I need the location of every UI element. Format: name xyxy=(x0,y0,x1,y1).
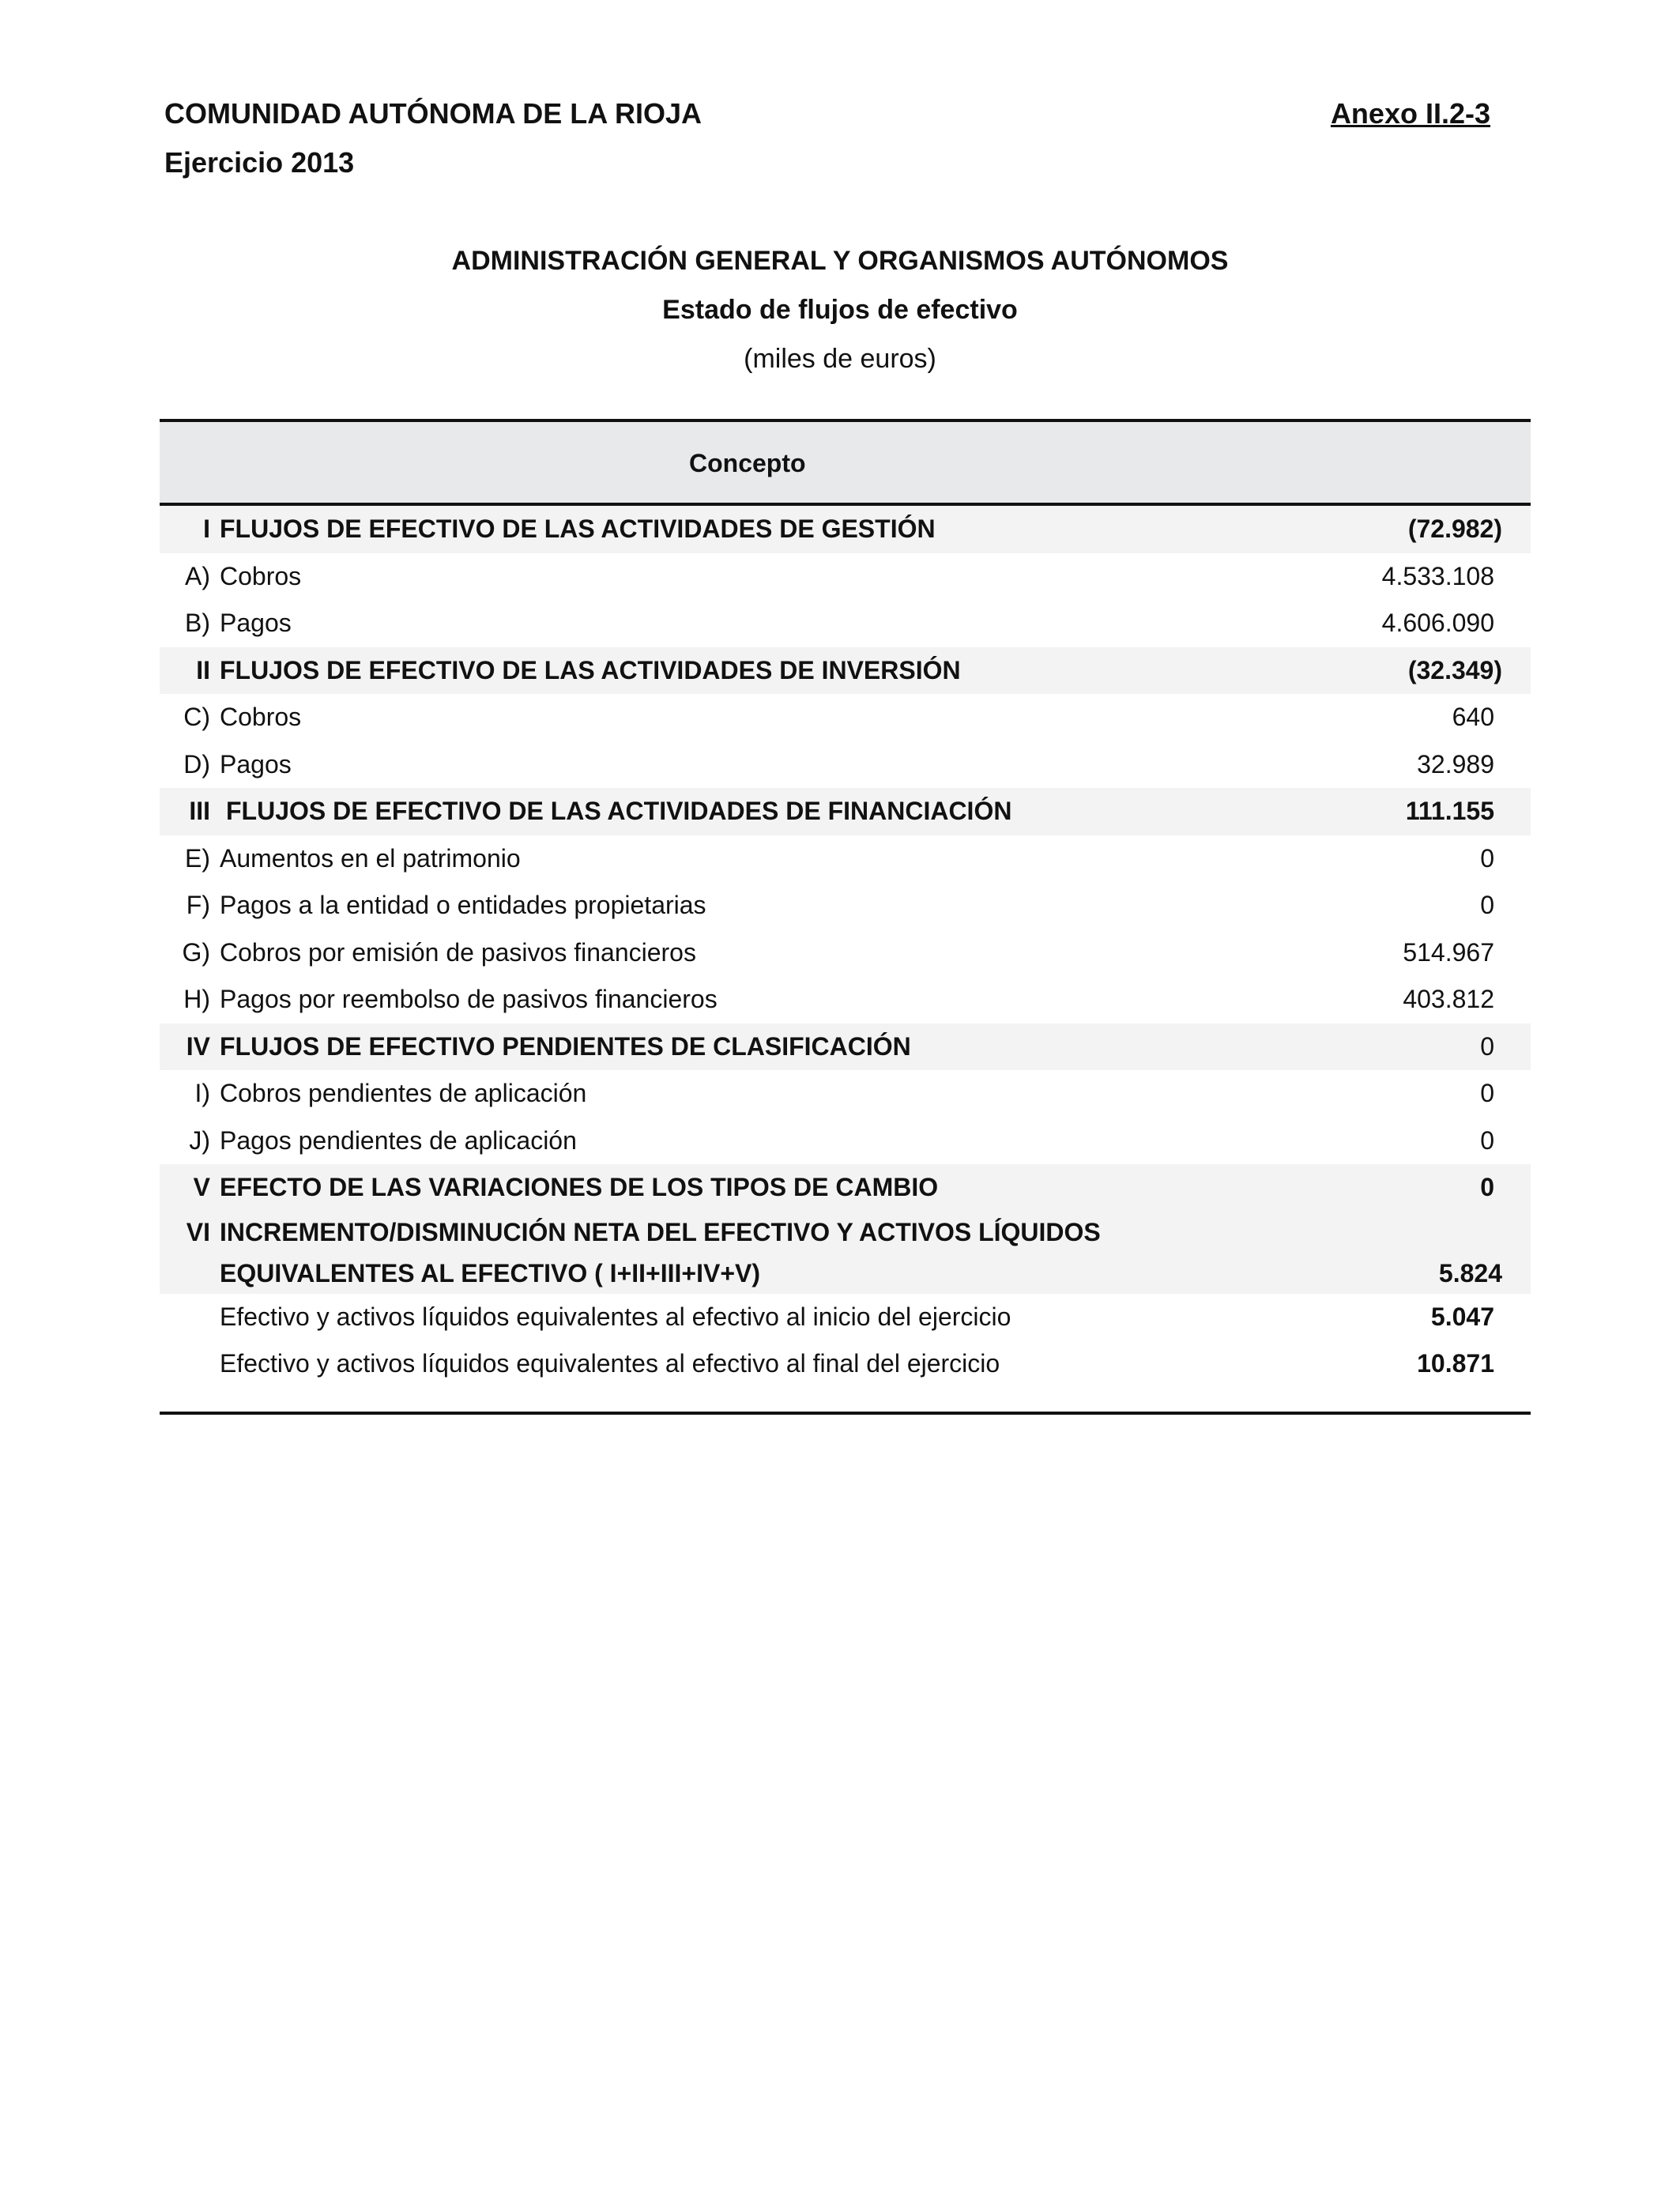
table-row xyxy=(160,835,1531,883)
table-row xyxy=(160,976,1531,1023)
row-value: 0 xyxy=(1480,1173,1494,1201)
row-label: Pagos por reembolso de pasivos financieros xyxy=(220,985,718,1013)
row-label: Efectivo y activos líquidos equivalentes al efectivo al final del ejercicio xyxy=(220,1349,1000,1378)
section-row-v xyxy=(160,1164,1531,1212)
table-row xyxy=(160,741,1531,789)
row-label: Pagos xyxy=(220,749,292,778)
row-label: Pagos xyxy=(220,609,292,637)
row-label: EFECTO DE LAS VARIACIONES DE LOS TIPOS DE CAMBIO xyxy=(220,1173,939,1201)
row-value: 32.989 xyxy=(1417,749,1494,778)
row-value: 0 xyxy=(1480,1031,1494,1061)
row-value: 4.606.090 xyxy=(1381,609,1494,637)
row-mark: G) xyxy=(182,937,210,967)
row-label xyxy=(220,1212,1101,1294)
row-label: FLUJOS DE EFECTIVO DE LAS ACTIVIDADES DE INVERSIÓN xyxy=(220,655,961,684)
row-value: 403.812 xyxy=(1403,985,1494,1013)
row-label: Efectivo y activos líquidos equivalentes al efectivo al inicio del ejercicio xyxy=(220,1302,1011,1331)
annex-label: Anexo II.2-3 xyxy=(1330,97,1490,130)
row-value: 640 xyxy=(1452,703,1494,731)
section-row-iv xyxy=(160,1023,1531,1071)
row-mark: B) xyxy=(185,609,210,637)
entity-title: ADMINISTRACIÓN GENERAL Y ORGANISMOS AUTÓNOMOS xyxy=(451,246,1229,276)
statement-title: Estado de flujos de efectivo xyxy=(662,295,1018,325)
section-row-vi xyxy=(160,1212,1531,1294)
row-value: 0 xyxy=(1480,891,1494,919)
row-mark: H) xyxy=(183,985,210,1013)
header-left xyxy=(164,96,702,194)
table-header xyxy=(160,422,1531,503)
row-mark: V xyxy=(193,1173,210,1201)
row-value: (32.349) xyxy=(1407,655,1502,684)
row-value: (72.982) xyxy=(1407,515,1502,543)
table-row xyxy=(160,882,1531,929)
fiscal-year: Ejercicio 2013 xyxy=(164,146,355,179)
row-mark: F) xyxy=(186,891,210,919)
table-row xyxy=(160,553,1531,601)
row-value: 514.967 xyxy=(1403,937,1494,967)
row-mark: E) xyxy=(185,843,210,873)
row-mark: A) xyxy=(185,561,210,590)
table-row xyxy=(160,1070,1531,1118)
table-bottom-rule xyxy=(160,1412,1531,1415)
row-label: FLUJOS DE EFECTIVO DE LAS ACTIVIDADES DE GESTIÓN xyxy=(220,515,936,543)
table-row-cash-end xyxy=(160,1340,1531,1388)
row-mark: D) xyxy=(183,749,210,778)
row-value: 0 xyxy=(1480,843,1494,873)
row-value: 0 xyxy=(1480,1125,1494,1155)
row-label: FLUJOS DE EFECTIVO PENDIENTES DE CLASIFICACIÓN xyxy=(220,1031,911,1061)
section-row-iii xyxy=(160,788,1531,835)
row-mark: C) xyxy=(183,703,210,731)
row-label-line-1: INCREMENTO/DISMINUCIÓN NETA DEL EFECTIVO Y ACTIVOS LÍQUIDOS xyxy=(220,1217,1101,1246)
row-mark: IV xyxy=(186,1031,210,1061)
table-row xyxy=(160,694,1531,741)
row-label: Cobros pendientes de aplicación xyxy=(220,1079,587,1107)
row-label-line-2: EQUIVALENTES AL EFECTIVO ( I+II+III+IV+V) xyxy=(220,1258,760,1287)
row-label: Pagos a la entidad o entidades propietarias xyxy=(220,891,706,919)
row-label: Aumentos en el patrimonio xyxy=(220,843,521,873)
row-mark: I) xyxy=(194,1079,210,1107)
row-label: Pagos pendientes de aplicación xyxy=(220,1125,577,1155)
row-mark: I xyxy=(203,515,210,543)
document-titles xyxy=(0,243,1680,376)
table-row-cash-start xyxy=(160,1294,1531,1341)
row-value: 5.824 xyxy=(1438,1258,1502,1287)
row-label: Cobros por emisión de pasivos financieros xyxy=(220,937,696,967)
row-mark: II xyxy=(196,655,210,684)
row-label: Cobros xyxy=(220,703,302,731)
table-row xyxy=(160,1118,1531,1165)
table-row xyxy=(160,600,1531,647)
row-value: 5.047 xyxy=(1430,1302,1494,1331)
row-value: 111.155 xyxy=(1405,797,1494,825)
units-note: (miles de euros) xyxy=(744,344,936,374)
row-mark: J) xyxy=(189,1125,210,1155)
row-value: 4.533.108 xyxy=(1381,561,1494,590)
row-value: 10.871 xyxy=(1417,1349,1494,1378)
section-row-ii xyxy=(160,647,1531,695)
row-label: Cobros xyxy=(220,561,302,590)
row-label: FLUJOS DE EFECTIVO DE LAS ACTIVIDADES DE FINANCIACIÓN xyxy=(226,797,1012,825)
row-mark: VI xyxy=(186,1217,210,1246)
table-row xyxy=(160,929,1531,977)
cash-flow-table xyxy=(160,419,1531,1415)
org-name: COMUNIDAD AUTÓNOMA DE LA RIOJA xyxy=(164,97,702,130)
section-row-i xyxy=(160,506,1531,553)
row-value: 0 xyxy=(1480,1079,1494,1107)
row-mark: III xyxy=(189,797,210,825)
column-header-concepto: Concepto xyxy=(689,449,806,477)
